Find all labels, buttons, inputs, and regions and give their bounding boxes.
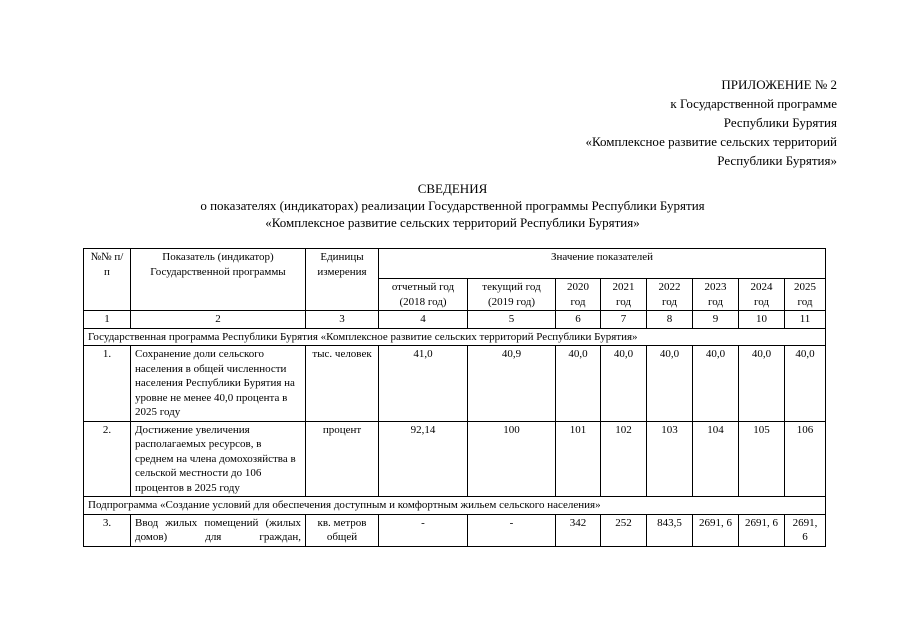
section-row [84, 328, 826, 346]
row-value: 40,0 [785, 346, 826, 422]
column-numbers-row [84, 311, 826, 329]
row-value: 105 [739, 421, 785, 497]
header-indicator: Показатель (индикатор) Государственной программы [131, 249, 306, 311]
header-current-year: текущий год (2019 год) [468, 279, 556, 311]
row-num: 1. [84, 346, 131, 422]
row-value: 102 [601, 421, 647, 497]
appendix-block [585, 75, 837, 170]
header-2023: 2023 год [693, 279, 739, 311]
row-value: 40,0 [739, 346, 785, 422]
indicators-table [83, 248, 826, 547]
row-value: 100 [468, 421, 556, 497]
table-row [84, 514, 826, 546]
title-heading: СВЕДЕНИЯ [417, 181, 488, 196]
row-value: 106 [785, 421, 826, 497]
appendix-line-1: ПРИЛОЖЕНИЕ № 2 [721, 77, 837, 92]
colnum: 8 [647, 311, 693, 329]
header-2024: 2024 год [739, 279, 785, 311]
header-reporting-year: отчетный год (2018 год) [379, 279, 468, 311]
table-row [84, 421, 826, 497]
row-value: - [379, 514, 468, 546]
document-title [0, 180, 905, 231]
colnum: 6 [556, 311, 601, 329]
section-row [84, 497, 826, 515]
row-value: 2691, 6 [693, 514, 739, 546]
header-num: №№ п/п [84, 249, 131, 311]
appendix-line-2: к Государственной программе [670, 96, 837, 111]
header-row-1 [84, 249, 826, 279]
row-unit: тыс. человек [306, 346, 379, 422]
row-value: 101 [556, 421, 601, 497]
row-value: - [468, 514, 556, 546]
row-value: 342 [556, 514, 601, 546]
colnum: 10 [739, 311, 785, 329]
colnum: 2 [131, 311, 306, 329]
header-2020: 2020 год [556, 279, 601, 311]
row-value: 2691, 6 [739, 514, 785, 546]
header-values: Значение показателей [379, 249, 826, 279]
row-indicator: Ввод жилых помещений (жилых домов) для граждан, [131, 514, 306, 546]
row-value: 41,0 [379, 346, 468, 422]
row-value: 2691, 6 [785, 514, 826, 546]
row-value: 40,9 [468, 346, 556, 422]
row-value: 40,0 [556, 346, 601, 422]
header-unit: Единицы измерения [306, 249, 379, 311]
title-line-2: о показателях (индикаторах) реализации Государственной программы Республики Бурятия [200, 198, 705, 213]
title-line-3: «Комплексное развитие сельских территорий Республики Бурятия» [265, 215, 640, 230]
row-value: 92,14 [379, 421, 468, 497]
section-state-program: Государственная программа Республики Бурятия «Комплексное развитие сельских территорий Республики Бурятия» [84, 328, 826, 346]
row-indicator: Сохранение доли сельского населения в общей численности населения Республики Бурятия на уровне не менее 40,0 процента в 2025 году [131, 346, 306, 422]
row-value: 843,5 [647, 514, 693, 546]
row-num: 3. [84, 514, 131, 546]
appendix-line-4: «Комплексное развитие сельских территорий [585, 134, 837, 149]
colnum: 5 [468, 311, 556, 329]
colnum: 11 [785, 311, 826, 329]
table-row [84, 346, 826, 422]
colnum: 3 [306, 311, 379, 329]
row-num: 2. [84, 421, 131, 497]
header-2021: 2021 год [601, 279, 647, 311]
appendix-line-3: Республики Бурятия [723, 115, 837, 130]
colnum: 7 [601, 311, 647, 329]
colnum: 9 [693, 311, 739, 329]
row-indicator: Достижение увеличения располагаемых ресурсов, в среднем на члена домохозяйства в сельской местности до 106 процентов в 2025 году [131, 421, 306, 497]
row-value: 252 [601, 514, 647, 546]
row-value: 104 [693, 421, 739, 497]
row-unit: процент [306, 421, 379, 497]
section-subprogram: Подпрограмма «Создание условий для обеспечения доступным и комфортным жильем сельского населения» [84, 497, 826, 515]
row-unit: кв. метров общей [306, 514, 379, 546]
colnum: 4 [379, 311, 468, 329]
row-value: 40,0 [647, 346, 693, 422]
row-value: 103 [647, 421, 693, 497]
header-2025: 2025 год [785, 279, 826, 311]
appendix-line-5: Республики Бурятия» [717, 153, 837, 168]
colnum: 1 [84, 311, 131, 329]
row-value: 40,0 [601, 346, 647, 422]
row-value: 40,0 [693, 346, 739, 422]
header-2022: 2022 год [647, 279, 693, 311]
